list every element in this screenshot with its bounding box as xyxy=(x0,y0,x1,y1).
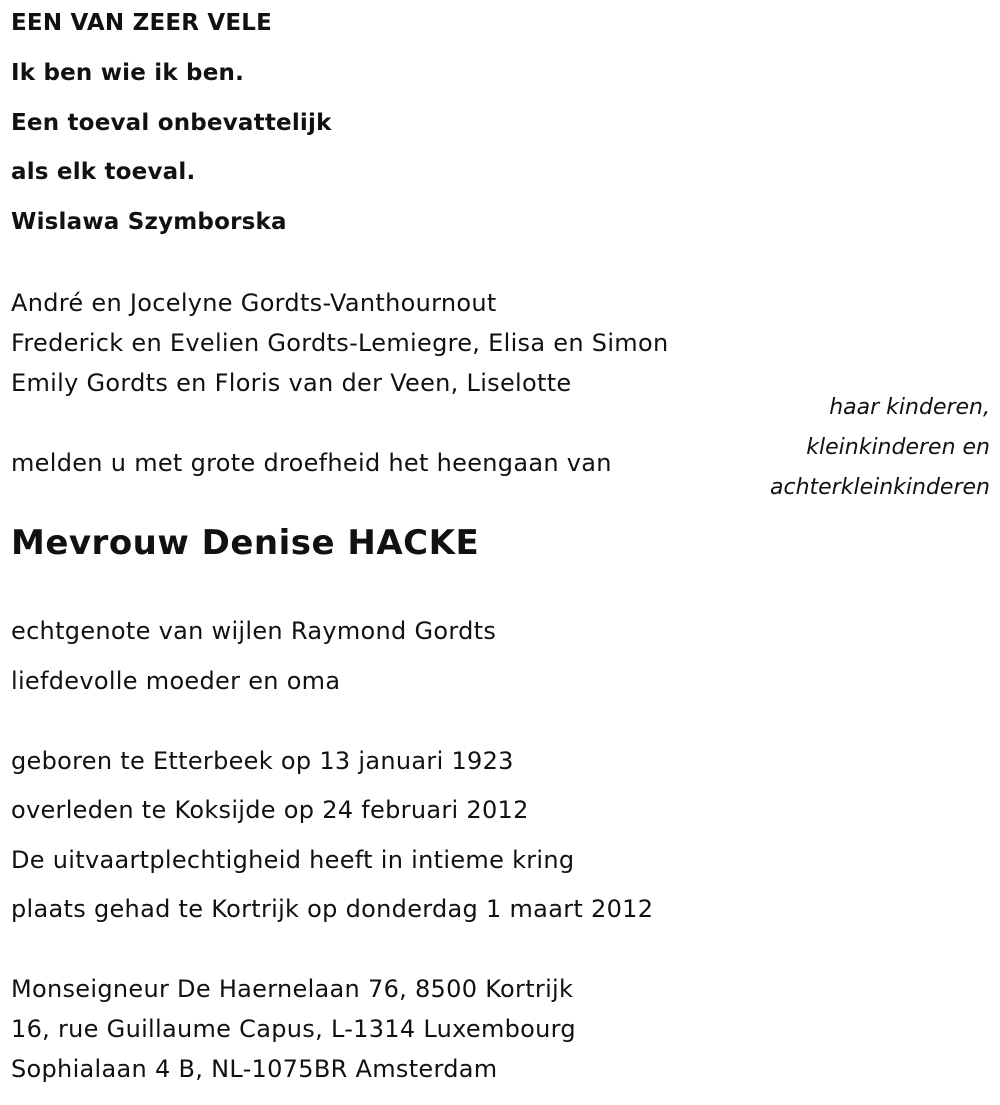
relation-line: achterkleinkinderen xyxy=(770,475,990,500)
poem-line: Ik ben wie ik ben. xyxy=(11,60,245,86)
poem-author: Wislawa Szymborska xyxy=(11,209,287,235)
relation-line: kleinkinderen en xyxy=(806,435,990,460)
family-member: Frederick en Evelien Gordts-Lemiegre, Elisa en Simon xyxy=(11,329,669,357)
detail-line: De uitvaartplechtigheid heeft in intieme kring xyxy=(11,846,575,874)
poem-title: EEN VAN ZEER VELE xyxy=(11,10,273,36)
poem-line: als elk toeval. xyxy=(11,159,196,185)
address-line: Sophialaan 4 B, NL-1075BR Amsterdam xyxy=(11,1055,498,1083)
description-line: echtgenote van wijlen Raymond Gordts xyxy=(11,617,497,645)
relation-line: haar kinderen, xyxy=(829,395,990,420)
relation-note xyxy=(770,388,990,508)
detail-line: overleden te Koksijde op 24 februari 2012 xyxy=(11,796,529,824)
detail-line: geboren te Etterbeek op 13 januari 1923 xyxy=(11,747,514,775)
detail-line: plaats gehad te Kortrijk op donderdag 1 maart 2012 xyxy=(11,895,654,923)
announcement: melden u met grote droefheid het heengaan van xyxy=(11,449,612,477)
description-line: liefdevolle moeder en oma xyxy=(11,667,341,695)
poem-line: Een toeval onbevattelijk xyxy=(11,110,332,136)
family-member: Emily Gordts en Floris van der Veen, Liselotte xyxy=(11,369,572,397)
deceased-name: Mevrouw Denise HACKE xyxy=(11,523,480,563)
family-member: André en Jocelyne Gordts-Vanthournout xyxy=(11,289,497,317)
address-line: Monseigneur De Haernelaan 76, 8500 Kortrijk xyxy=(11,975,574,1003)
address-line: 16, rue Guillaume Capus, L-1314 Luxembourg xyxy=(11,1015,576,1043)
